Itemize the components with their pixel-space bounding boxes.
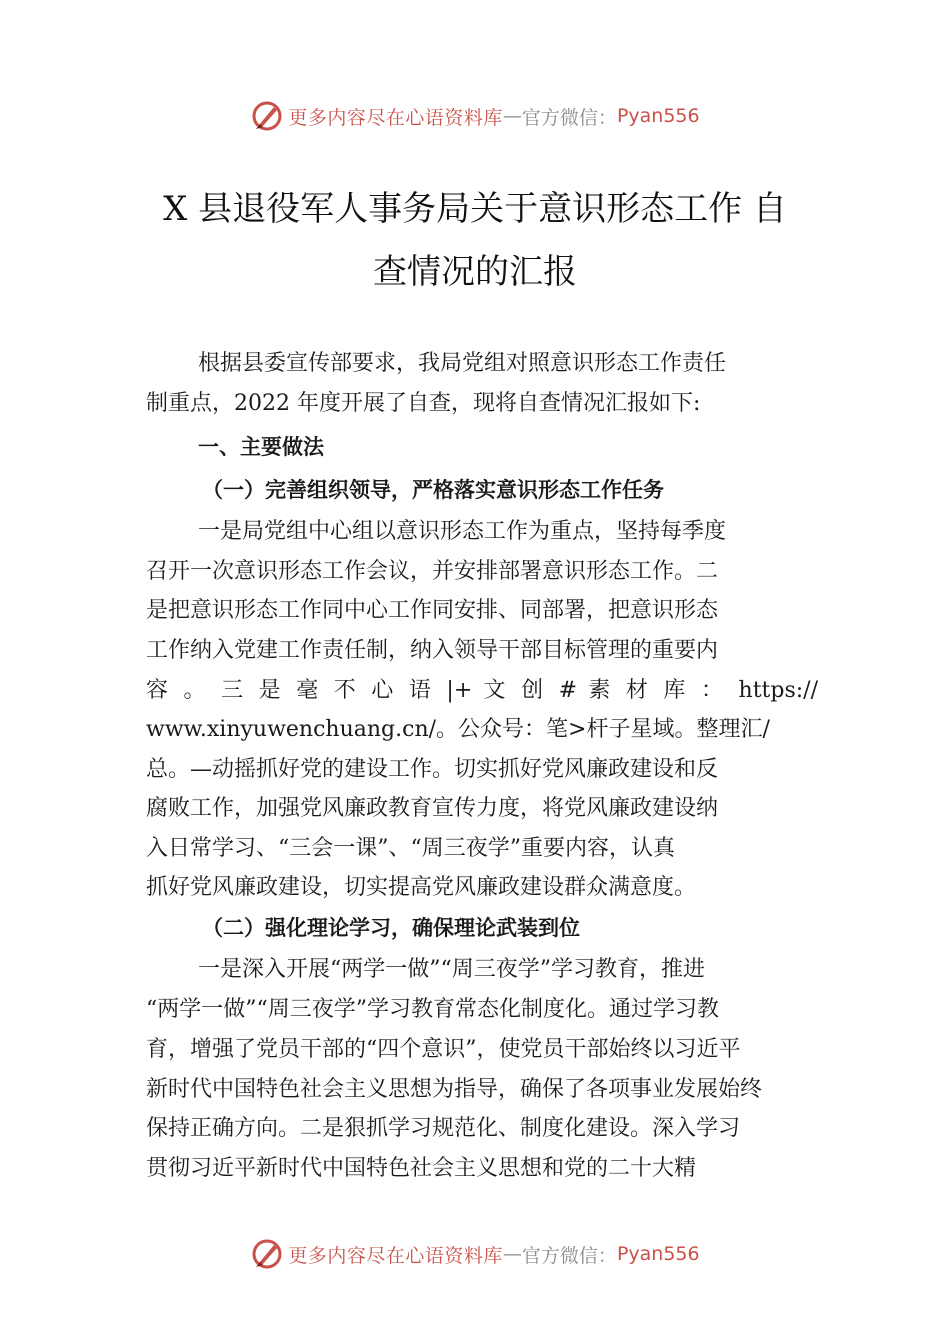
paragraph-line: 制重点，2022 年度开展了自查，现将自查情况汇报如下:: [146, 391, 701, 416]
paragraph-line: 抓好党风廉政建设，切实提高党风廉政建设群众满意度。: [146, 875, 697, 900]
watermark-label: 官方微信：: [521, 106, 617, 129]
subsection-heading: （一）完善组织领导，严格落实意识形态工作任务: [202, 478, 664, 502]
paragraph-line: www.xinyuwenchuang.cn/。公众号：笔>杆子星域。整理汇/: [146, 717, 770, 742]
section-heading: 一、主要做法: [198, 435, 324, 459]
paragraph-line: 根据县委宣传部要求，我局党组对照意识形态工作责任: [198, 351, 727, 376]
paragraph-line: 一是局党组中心组以意识形态工作为重点，坚持每季度: [198, 519, 727, 544]
watermark-site-text: 更多内容尽在心语资料库: [288, 1244, 503, 1267]
watermark-banner-bottom: [0, 1234, 950, 1274]
watermark-dash: —: [502, 1243, 522, 1265]
document-title-line-2: 查情况的汇报: [373, 252, 577, 292]
paragraph-line: 贯彻习近平新时代中国特色社会主义思想和党的二十大精: [146, 1156, 697, 1181]
watermark-dash: —: [502, 105, 522, 127]
paragraph-line: 育，增强了党员干部的“四个意识”，使党员干部始终以习近平: [146, 1037, 741, 1062]
paragraph-line: 保持正确方向。二是狠抓学习规范化、制度化建设。深入学习: [146, 1116, 741, 1141]
watermark-site-text: 更多内容尽在心语资料库: [288, 106, 503, 129]
subsection-heading: （二）强化理论学习，确保理论武装到位: [202, 916, 580, 940]
paragraph-line: 是把意识形态工作同中心工作同安排、同部署，把意识形态: [146, 598, 719, 623]
pen-circle-logo-icon: [250, 1237, 284, 1271]
paragraph-line: 一是深入开展“两学一做”“周三夜学”学习教育，推进: [198, 957, 705, 982]
paragraph-line: 工作纳入党建工作责任制，纳入领导干部目标管理的重要内: [146, 638, 719, 663]
document-title-line-1: X 县退役军人事务局关于意识形态工作 自: [163, 189, 787, 229]
watermark-banner-top: [0, 96, 950, 136]
paragraph-line: 容 。 三 是 毫 不 心 语 |+ 文 创 # 素 材 库 ： https://: [146, 678, 818, 703]
paragraph-line: 新时代中国特色社会主义思想为指导，确保了各项事业发展始终: [146, 1077, 763, 1102]
pen-circle-logo-icon: [250, 99, 284, 133]
watermark-handle: Pyan556: [616, 1243, 700, 1265]
paragraph-line: 召开一次意识形态工作会议，并安排部署意识形态工作。二: [146, 559, 719, 584]
paragraph-line: 入日常学习、“三会一课”、“周三夜学”重要内容，认真: [146, 836, 675, 861]
paragraph-line: “两学一做”“周三夜学”学习教育常态化制度化。通过学习教: [146, 997, 719, 1022]
paragraph-line: 总。—动摇抓好党的建设工作。切实抓好党风廉政建设和反: [146, 757, 719, 782]
paragraph-line: 腐败工作，加强党风廉政教育宣传力度，将党风廉政建设纳: [146, 796, 719, 821]
watermark-handle: Pyan556: [616, 105, 700, 127]
watermark-label: 官方微信：: [521, 1244, 617, 1267]
